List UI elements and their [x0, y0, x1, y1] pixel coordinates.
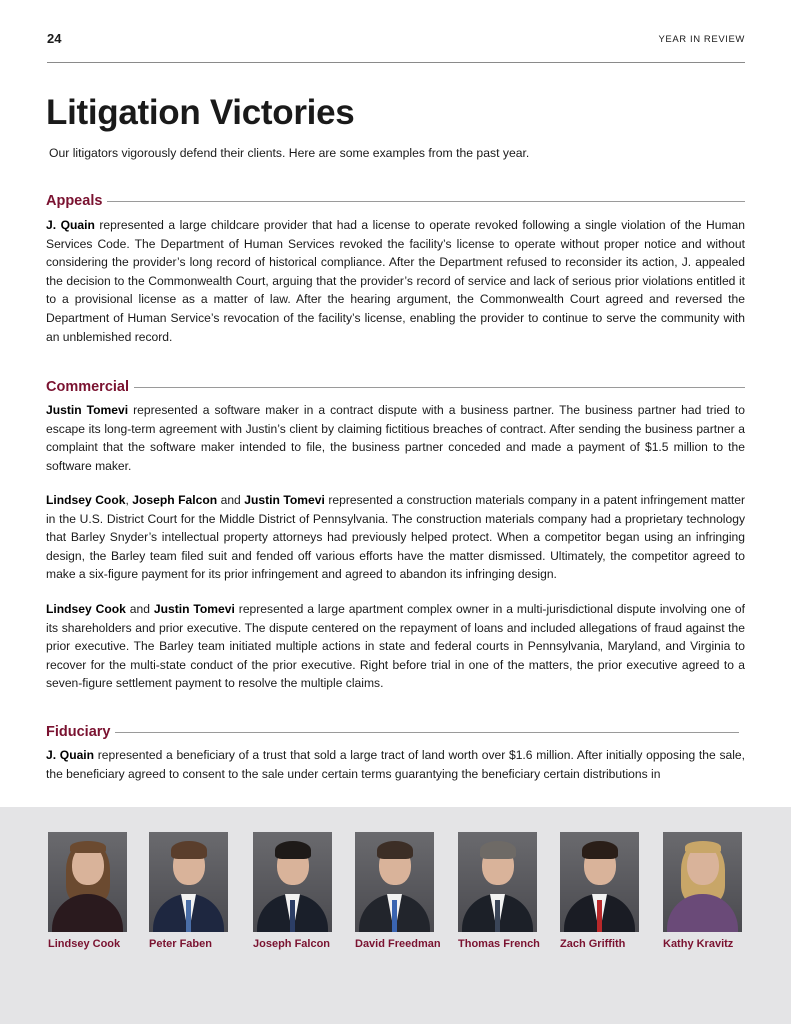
attorney-card — [48, 832, 138, 950]
paragraph-text: represented a beneficiary of a trust that sold a large tract of land worth over $1.6 million. After initially opposing the sale, the beneficiary agreed to consent to the sale under certain terms guarantying the beneficiary certain distributions in — [46, 748, 745, 781]
paragraph-text: represented a large childcare provider that had a license to operate revoked following a single violation of the Human Services Code. The Department of Human Services revoked the facility’s license to operate without proper notice and without considering the provider’s long record of historical compliance. After the Department refused to reconsider its action, J. appealed the decision to the Commonwealth Court, arguing that the provider’s record of service and lack of serious prior violations entitled it to a provisional license as a matter of law. After the hearing argument, the Commonwealth Court agreed and reversed the Department of Human Service’s revocation of the facility’s license, enabling the provider to continue to serve the community with an unblemished record. — [46, 218, 745, 344]
paragraph-text: represented a software maker in a contract dispute with a business partner. The business partner had tried to escape its long-term agreement with Justin’s client by claiming fictitious breaches of contract. After sending the business partner a complaint that the software maker intended to file, the business partner conceded and made a payment of $1.5 million to the software maker. — [46, 403, 745, 473]
section-rule — [115, 732, 739, 733]
attorney-headshot — [253, 832, 332, 932]
attorney-name: Justin Tomevi — [153, 602, 235, 616]
attorney-card — [560, 832, 650, 950]
attorney-headshot — [458, 832, 537, 932]
paragraph-text: represented a construction materials company in a patent infringement matter in the U.S. District Court for the Middle District of Pennsylvania. The construction materials company had a proprietary technology that Barley Snyder’s intellectual property attorneys had previously helped protect. When a competitor began using an infringing design, the Barley team filed suit and fended off various efforts have the matter dismissed. Ultimately, the competitor agreed to make a six-figure payment for its prior infringement and agreed to abandon its infringing design. — [46, 493, 745, 582]
attorney-headshot — [355, 832, 434, 932]
attorney-name-caption: Zach Griffith — [560, 938, 626, 950]
attorney-headshot — [663, 832, 742, 932]
commercial-paragraph-3 — [46, 600, 745, 693]
page-title: Litigation Victories — [46, 93, 355, 132]
appeals-paragraph-1 — [46, 216, 745, 346]
attorney-name: Justin Tomevi — [46, 403, 129, 417]
commercial-paragraph-1 — [46, 401, 745, 475]
attorney-headshot — [560, 832, 639, 932]
separator: and — [217, 493, 245, 507]
commercial-paragraph-2 — [46, 491, 745, 584]
section-rule — [134, 387, 745, 388]
separator: and — [125, 602, 154, 616]
attorney-name-caption: Peter Faben — [149, 938, 212, 950]
attorney-name: Lindsey Cook — [46, 493, 126, 507]
attorney-name-caption: Lindsey Cook — [48, 938, 121, 950]
attorney-name-caption: Kathy Kravitz — [663, 938, 734, 950]
header-divider — [47, 62, 745, 63]
paragraph-text: represented a large apartment complex owner in a multi-jurisdictional dispute involving one of its shareholders and prior executive. The dispute centered on the repayment of loans and included allegations of fraud against the prior executive. The Barley team initiated multiple actions in state and federal courts in Pennsylvania, Maryland, and Virginia to recover for the multi-state conduct of the prior executive. Right before trial in one of the matters, the prior executive agreed to a seven-figure settlement payment to resolve the multiple claims. — [46, 602, 745, 691]
separator: , — [125, 493, 133, 507]
attorney-name: Joseph Falcon — [132, 493, 218, 507]
attorney-card — [253, 832, 343, 950]
attorney-name-caption: Thomas French — [458, 938, 540, 950]
attorney-card — [355, 832, 445, 950]
fiduciary-paragraph-1 — [46, 746, 745, 783]
attorney-name: Lindsey Cook — [46, 602, 126, 616]
page-number: 24 — [47, 31, 62, 46]
section-label: Appeals — [46, 193, 103, 209]
attorney-headshot — [149, 832, 228, 932]
section-label: Fiduciary — [46, 724, 111, 740]
attorney-name: J. Quain — [46, 218, 95, 232]
attorney-name-caption: David Freedman — [355, 938, 441, 950]
section-heading-commercial — [46, 378, 745, 396]
section-heading-appeals — [46, 192, 745, 210]
attorney-headshot — [48, 832, 127, 932]
attorney-name-caption: Joseph Falcon — [253, 938, 331, 950]
attorney-card — [458, 832, 548, 950]
section-heading-fiduciary — [46, 723, 739, 741]
attorney-name: Justin Tomevi — [244, 493, 325, 507]
section-rule — [107, 201, 745, 202]
intro-text: Our litigators vigorously defend their clients. Here are some examples from the past year. — [49, 146, 530, 160]
attorney-card — [149, 832, 239, 950]
section-label: Commercial — [46, 379, 130, 395]
running-header: YEAR IN REVIEW — [658, 34, 745, 45]
attorney-name: J. Quain — [46, 748, 95, 762]
attorney-card — [663, 832, 753, 950]
